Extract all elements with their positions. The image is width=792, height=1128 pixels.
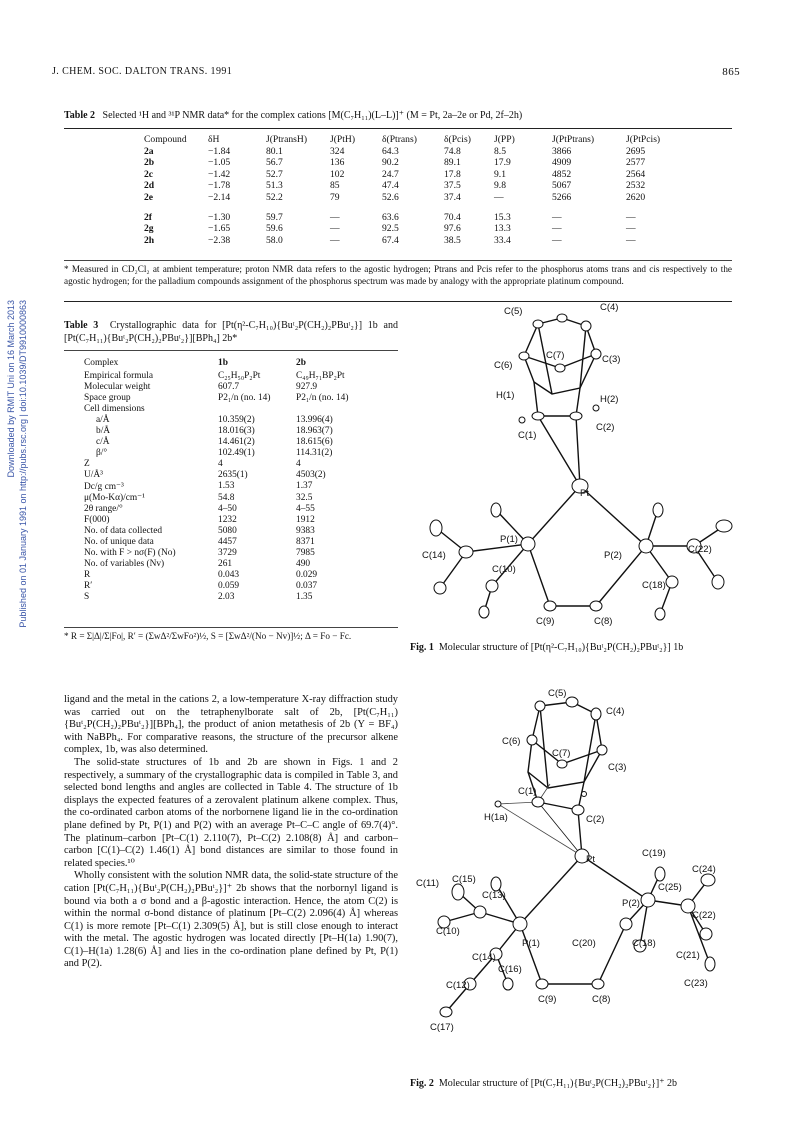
table3-row — [84, 503, 386, 514]
table2-row — [140, 169, 682, 181]
table3-cell: Cell dimensions — [84, 403, 145, 414]
table2-top-rule — [64, 128, 732, 129]
table2-cell: 17.9 — [494, 157, 511, 169]
fig1-label: C(2) — [596, 422, 615, 433]
fig2-label: C(9) — [538, 994, 557, 1005]
table3-cell: 2θ range/° — [84, 503, 123, 514]
fig1-label: Pt — [580, 488, 589, 499]
table2-cell: — — [494, 191, 504, 203]
table2-cell: −1.30 — [208, 212, 231, 223]
table2-cell: 24.7 — [382, 168, 399, 180]
figure1 — [410, 296, 746, 636]
table3-cell: P2₁/n (no. 14) — [296, 392, 349, 403]
table2-cell: 2564 — [626, 168, 646, 180]
table2-cell: 79 — [330, 191, 340, 203]
table2-cell: 47.4 — [382, 180, 399, 192]
table2-column-header: J(PtPtrans) — [552, 134, 595, 146]
table3-cell: R′ — [84, 581, 93, 592]
figure1-drawing — [410, 296, 746, 636]
table3-footnote: * R = Σ|Δ|/Σ|Fo|, R′ = (ΣwΔ²/ΣwFo²)½, S = [ΣwΔ²/(No − Nv)]½; Δ = Fo − Fc. — [64, 631, 352, 641]
table2-row — [140, 223, 682, 235]
table2-cell: 4909 — [552, 157, 572, 169]
fig1-label: C(8) — [594, 616, 613, 627]
fig2-label: C(2) — [586, 814, 605, 825]
table2-cell: 8.5 — [494, 145, 506, 157]
table2-column-header: δ(Ptrans) — [382, 134, 417, 146]
page-number: 865 — [722, 66, 740, 78]
table3-cell: 1232 — [218, 514, 237, 525]
fig1-label: C(18) — [642, 580, 666, 591]
table2-cell: — — [626, 212, 636, 223]
table3-row — [84, 448, 386, 459]
fig1-label: H(1) — [496, 390, 515, 401]
table3-cell: 9383 — [296, 525, 315, 536]
table2-cell: 2a — [144, 145, 154, 157]
table2-cell: 136 — [330, 157, 345, 169]
table3-cell: Dc/g cm⁻³ — [84, 481, 124, 492]
table3-cell: No. with F > nσ(F) (No) — [84, 548, 176, 559]
figure2 — [410, 684, 746, 1074]
fig2-label: C(20) — [572, 938, 596, 949]
table2-cell: 37.4 — [444, 191, 461, 203]
fig2-label: C(13) — [482, 890, 506, 901]
table2-cell: — — [552, 212, 562, 223]
table2-label: Table 2 — [64, 110, 96, 121]
table2-cell: — — [330, 234, 340, 246]
table2-cell: 92.5 — [382, 223, 399, 235]
table2-foot-rule — [64, 260, 732, 261]
table2-cell: 52.7 — [266, 168, 283, 180]
table2-header-row — [140, 134, 682, 146]
fig2-label: P(1) — [522, 938, 540, 949]
table3-row — [84, 470, 386, 481]
fig2-label: P(2) — [622, 898, 640, 909]
table3-cell: 8371 — [296, 536, 315, 547]
table3-cell: 927.9 — [296, 381, 318, 392]
table2-cell: 63.6 — [382, 212, 399, 223]
table3-cell: 7985 — [296, 548, 315, 559]
fig2-label: C(16) — [498, 964, 522, 975]
table2-cell: 2b — [144, 157, 155, 169]
table3-cell: 18.963(7) — [296, 426, 333, 437]
table2-cell: 90.2 — [382, 157, 399, 169]
table3-row — [84, 548, 386, 559]
table2-cell: — — [330, 223, 340, 235]
fig2-label: C(24) — [692, 864, 716, 875]
table2-cell: 33.4 — [494, 234, 511, 246]
table2-cell: 37.5 — [444, 180, 461, 192]
table3-caption-text: Crystallographic data for [Pt(η²-C₇H₁₀){Buᵗ₂P(CH₂)₂PBuᵗ₂}] 1b and [Pt(C₇H₁₁){Buᵗ₂P(CH₂)₂PBuᵗ₂}][BPh₄] 2b* — [64, 320, 398, 344]
table3-cell: 0.037 — [296, 581, 318, 592]
table3 — [84, 355, 386, 603]
table3-cell: 4 — [218, 459, 223, 470]
table3-cell: 4457 — [218, 536, 237, 547]
table3-cell: 3729 — [218, 548, 237, 559]
fig2-label: C(5) — [548, 688, 567, 699]
table3-column-header: 2b — [296, 357, 306, 368]
table2-cell: 52.6 — [382, 191, 399, 203]
table3-row — [84, 392, 386, 403]
fig1-label: P(2) — [604, 550, 622, 561]
publication-watermark: Published on 01 January 1991 on http://pubs.rsc.org | doi:10.1039/DT9910000863 — [18, 300, 28, 628]
table2-cell: 9.1 — [494, 168, 506, 180]
table2-column-header: δ(Pcis) — [444, 134, 471, 146]
fig2-label: C(14) — [472, 952, 496, 963]
table3-row — [84, 425, 386, 436]
table3-row — [84, 492, 386, 503]
table3-cell: U/Å³ — [84, 470, 103, 481]
table3-row — [84, 459, 386, 470]
table2-cell: 74.8 — [444, 145, 461, 157]
body-text — [64, 694, 398, 971]
table2-cell: 97.6 — [444, 223, 461, 235]
fig2-label: C(11) — [416, 878, 440, 889]
table2-cell: 5266 — [552, 191, 572, 203]
table3-row — [84, 370, 386, 381]
paragraph: ligand and the metal in the cations 2, a low-temperature X-ray diffraction study was carried out on the tetraphenylborate salt of 2b, [Pt(C₇H₁₁){Buᵗ₂P(CH₂)₂PBuᵗ₂}][BPh₄], the product of anion metathesis of 2b (Y = BF₄) with NaBPh₄. For comparative reasons, the structure of the precursor alkene complex, 1b, was also determined. — [64, 694, 398, 756]
table3-row — [84, 403, 386, 414]
fig1-label: C(1) — [518, 430, 537, 441]
table3-row — [84, 381, 386, 392]
table3-label: Table 3 — [64, 320, 99, 331]
fig1-label: C(5) — [504, 306, 523, 317]
table3-row — [84, 581, 386, 592]
table3-cell: Z — [84, 459, 90, 470]
table2-cell: 324 — [330, 145, 345, 157]
table3-cell: 2.03 — [218, 592, 235, 603]
table3-cell: 13.996(4) — [296, 414, 333, 425]
table2-cell: 80.1 — [266, 145, 283, 157]
table2-row — [140, 192, 682, 204]
table2-row — [140, 157, 682, 169]
figure2-drawing — [410, 684, 746, 1074]
table2-row — [140, 180, 682, 192]
table3-cell: c/Å — [96, 437, 110, 448]
table2-cell: −1.78 — [208, 180, 231, 192]
table3-cell: 18.016(3) — [218, 426, 255, 437]
fig2-label: C(15) — [452, 874, 476, 885]
table2-cell: 2532 — [626, 180, 646, 192]
table2-cell: 38.5 — [444, 234, 461, 246]
table2-cell: 85 — [330, 180, 340, 192]
table3-cell: 0.059 — [218, 581, 240, 592]
fig2-caption-text: Molecular structure of [Pt(C₇H₁₁){Buᵗ₂P(CH₂)₂PBuᵗ₂}]⁺ 2b — [438, 1078, 677, 1089]
table3-cell: 18.615(6) — [296, 437, 333, 448]
table3-foot-rule — [64, 627, 398, 628]
table2-cell: — — [626, 223, 636, 235]
table2-cell: 2h — [144, 234, 155, 246]
fig1-label: P(1) — [500, 534, 518, 545]
table2 — [140, 134, 682, 246]
table2-cell: 2577 — [626, 157, 646, 169]
table3-row — [84, 536, 386, 547]
table3-cell: 0.043 — [218, 570, 240, 581]
table2-cell: 70.4 — [444, 212, 461, 223]
table3-cell: 10.359(2) — [218, 414, 255, 425]
fig1-label: C(14) — [422, 550, 446, 561]
table3-cell: R — [84, 570, 91, 581]
table2-cell: 2f — [144, 212, 152, 223]
table2-cell: 64.3 — [382, 145, 399, 157]
table3-row — [84, 592, 386, 603]
fig2-label: C(3) — [608, 762, 627, 773]
fig2-caption — [410, 1078, 750, 1091]
fig2-label: C(4) — [606, 706, 625, 717]
fig2-label: C(1) — [518, 786, 537, 797]
table2-cell: 5067 — [552, 180, 572, 192]
table3-row — [84, 559, 386, 570]
table2-cell: 2d — [144, 180, 155, 192]
table2-cell: −1.05 — [208, 157, 231, 169]
table3-cell: 54.8 — [218, 492, 235, 503]
fig1-label-title: Fig. 1 — [410, 642, 434, 653]
table3-caption — [64, 320, 398, 345]
table2-cell: −2.14 — [208, 191, 231, 203]
table3-column-header: 1b — [218, 357, 228, 368]
paragraph: The solid-state structures of 1b and 2b are shown in Figs. 1 and 2 respectively, a summary of the crystallographic data is compiled in Table 3, and selected bond lengths and angles are collected in Table 4. The structure of 1b displays the expected features of a zerovalent platinum alkene complex. Thus, the co-ordinated carbon atoms of the norbornene ligand lie in the co-ordination plane defined by Pt, P(1) and P(2) with an average Pt–C–C angle of 69.7(4)°. The platinum–carbon [Pt–C(1) 2.110(7), Pt–C(2) 2.108(8) Å] and carbon–carbon [C(1)–C(2) 1.46(1) Å] bond distances are similar to those found in related species.¹⁰ — [64, 756, 398, 869]
table2-cell: 89.1 — [444, 157, 461, 169]
table2-cell: −1.65 — [208, 223, 231, 235]
table2-column-header: J(PtH) — [330, 134, 356, 146]
table3-row — [84, 525, 386, 536]
table3-row — [84, 437, 386, 448]
table2-caption-text: Selected ¹H and ³¹P NMR data* for the complex cations [M(C₇H₁₁)(L–L)]⁺ (M = Pt, 2a–2e or Pd, 2f–2h) — [102, 110, 523, 121]
table3-row — [84, 481, 386, 492]
table3-cell: 1.35 — [296, 592, 313, 603]
table3-cell: C₂₅H₅₀P₂Pt — [218, 370, 261, 381]
table2-cell: 56.7 — [266, 157, 283, 169]
table3-cell: β/° — [96, 448, 108, 459]
table3-column-header: Complex — [84, 357, 119, 368]
table2-column-header: J(PtPcis) — [626, 134, 661, 146]
fig2-label: C(22) — [692, 910, 716, 921]
table2-cell: 2c — [144, 168, 154, 180]
fig1-label: C(22) — [688, 544, 712, 555]
table3-cell: 607.7 — [218, 381, 240, 392]
fig1-label: C(6) — [494, 360, 513, 371]
table2-cell: 58.0 — [266, 234, 283, 246]
table2-caption — [64, 110, 744, 123]
table2-cell: — — [330, 212, 340, 223]
table3-cell: b/Å — [96, 426, 111, 437]
table3-cell — [296, 403, 386, 414]
fig2-label: C(10) — [436, 926, 460, 937]
table3-cell: 0.029 — [296, 570, 318, 581]
table2-cell: 15.3 — [494, 212, 511, 223]
table3-cell: C₄₉H₇₁BP₂Pt — [296, 370, 345, 381]
fig1-label: H(2) — [600, 394, 619, 405]
table3-top-rule — [64, 350, 398, 351]
table2-cell: 2g — [144, 223, 154, 235]
table3-cell: 2635(1) — [218, 470, 248, 481]
fig2-label: C(19) — [642, 848, 666, 859]
fig1-label: C(3) — [602, 354, 621, 365]
table2-cell: 17.8 — [444, 168, 461, 180]
table2-cell: 59.6 — [266, 223, 283, 235]
table2-cell: 59.7 — [266, 212, 283, 223]
table2-row — [140, 203, 682, 223]
table3-cell: No. of data collected — [84, 525, 163, 536]
fig1-label: C(4) — [600, 302, 619, 313]
fig2-label: C(21) — [676, 950, 700, 961]
fig2-label: C(17) — [430, 1022, 454, 1033]
table2-column-header: J(PtransH) — [266, 134, 308, 146]
table3-cell: 1.53 — [218, 481, 235, 492]
table3-row — [84, 570, 386, 581]
table3-cell: 32.5 — [296, 492, 313, 503]
table2-cell: — — [552, 223, 562, 235]
table3-cell: P2₁/n (no. 14) — [218, 392, 271, 403]
table2-cell: 13.3 — [494, 223, 511, 235]
fig1-caption-text: Molecular structure of [Pt(η²-C₇H₁₀){Buᵗ₂P(CH₂)₂PBuᵗ₂}] 1b — [438, 642, 684, 653]
table3-cell: 490 — [296, 559, 311, 570]
table3-cell: 1.37 — [296, 481, 313, 492]
table2-column-header: Compound — [144, 134, 187, 146]
table3-cell: Space group — [84, 392, 131, 403]
table3-header-row — [84, 355, 386, 370]
paragraph: Wholly consistent with the solution NMR data, the solid-state structure of the cation [Pt(C₇H₁₁){Buᵗ₂P(CH₂)₂PBuᵗ₂}]⁺ 2b shows that the norbornyl ligand is bound via both a σ bond and a β-agostic interaction. Hence, the atom C(2) is within the normal σ-bond distance of platinum [Pt–C(2) 2.096(4) Å] whereas C(1) is more remote [Pt–C(1) 2.309(5) Å], but is still close enough to interact with the metal. The agostic hydrogen was located directly [Pt–H(1a) 1.90(7), C(1)–H(1a) 1.28(6) Å] and lies in the co-ordination plane defined by Pt, P(1) and P(2). — [64, 870, 398, 970]
table2-row — [140, 146, 682, 158]
running-header: J. CHEM. SOC. DALTON TRANS. 1991 — [52, 66, 233, 77]
table2-cell: 2620 — [626, 191, 646, 203]
table3-cell: 14.461(2) — [218, 437, 255, 448]
table3-cell: 102.49(1) — [218, 448, 255, 459]
table2-cell: −1.84 — [208, 145, 231, 157]
fig1-label: C(9) — [536, 616, 555, 627]
table3-cell: Molecular weight — [84, 381, 151, 392]
fig1-label: C(7) — [546, 350, 565, 361]
table3-cell: 4–50 — [218, 503, 237, 514]
fig2-label: H(1a) — [484, 812, 508, 823]
table3-cell: No. of variables (Nv) — [84, 559, 165, 570]
table2-cell: 52.2 — [266, 191, 283, 203]
table2-cell: −2.38 — [208, 234, 231, 246]
table2-cell: 67.4 — [382, 234, 399, 246]
table3-cell — [218, 403, 296, 414]
table2-cell: −1.42 — [208, 168, 231, 180]
table3-cell: S — [84, 592, 90, 603]
fig2-label: C(6) — [502, 736, 521, 747]
fig2-label: C(25) — [658, 882, 682, 893]
fig2-label: C(23) — [684, 978, 708, 989]
fig1-label: C(10) — [492, 564, 516, 575]
fig2-label: Pt — [586, 854, 595, 865]
download-watermark: Downloaded by RMIT Uni on 16 March 2013 — [6, 300, 16, 478]
table3-cell: μ(Mo-Kα)/cm⁻¹ — [84, 493, 145, 504]
fig2-label: C(7) — [552, 748, 571, 759]
table3-cell: a/Å — [96, 414, 110, 425]
table2-cell: 3866 — [552, 145, 572, 157]
table2-cell: — — [552, 234, 562, 246]
table2-cell: 2695 — [626, 145, 646, 157]
table3-cell: Empirical formula — [84, 370, 153, 381]
table3-cell: 4–55 — [296, 503, 315, 514]
table3-row — [84, 514, 386, 525]
table2-cell: 102 — [330, 168, 345, 180]
table3-cell: 261 — [218, 559, 233, 570]
table2-cell: 51.3 — [266, 180, 283, 192]
table3-cell: 5080 — [218, 525, 237, 536]
table2-column-header: δH — [208, 134, 220, 146]
fig2-label: C(18) — [632, 938, 656, 949]
fig2-label-title: Fig. 2 — [410, 1078, 434, 1089]
fig2-label: C(12) — [446, 980, 470, 991]
table2-column-header: J(PP) — [494, 134, 515, 146]
fig2-label: C(8) — [592, 994, 611, 1005]
table3-cell: 4 — [296, 459, 301, 470]
table3-row — [84, 414, 386, 425]
table3-cell: F(000) — [84, 514, 110, 525]
table2-footnote: * Measured in CD₂Cl₂ at ambient temperature; proton NMR data refers to the agostic hydrogen; Ptrans and Pcis refer to the phosphorus atoms trans and cis respectively to the agostic hydrogen; for the palladium compounds assignment of the phosphorus spectrum was made by analogy with the appropriate platinum compound. — [64, 264, 732, 286]
table2-row — [140, 235, 682, 247]
table2-cell: 2e — [144, 191, 154, 203]
table3-cell: No. of unique data — [84, 536, 154, 547]
fig1-caption — [410, 642, 750, 655]
table3-cell: 4503(2) — [296, 470, 326, 481]
table2-cell: 9.8 — [494, 180, 506, 192]
table2-cell: 4852 — [552, 168, 572, 180]
table3-cell: 1912 — [296, 514, 315, 525]
table2-cell: — — [626, 234, 636, 246]
table3-cell: 114.31(2) — [296, 448, 333, 459]
